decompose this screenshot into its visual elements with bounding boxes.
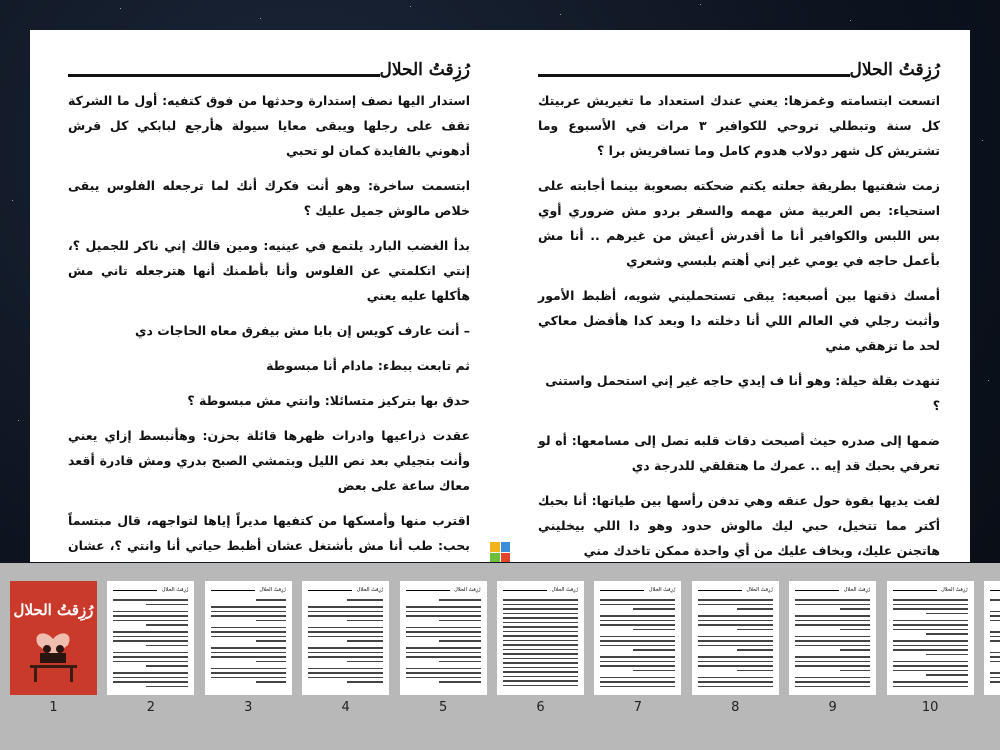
thumbnail-header-rule: [795, 590, 839, 591]
thumbnail-text-line: [308, 668, 383, 670]
thumbnail-page-number: 7: [633, 700, 643, 715]
thumbnail-page-number: 2: [146, 700, 156, 715]
thumbnail-text-line: [893, 599, 968, 601]
thumbnail-text-line: [600, 620, 675, 622]
thumbnail-page-number: 9: [828, 700, 837, 715]
thumbnail-text-line: [113, 611, 188, 613]
thumbnail-text-line: [308, 606, 383, 608]
thumbnail-running-title: رُزِقتُ الحلال: [746, 587, 773, 593]
thumbnail-text-line: [308, 615, 383, 617]
paragraph: عقدت ذراعيها وادرات ظهرها قائلة بحزن: وهأنبسط إزاي يعني وأنت بتجيلي بعد نص الليل وبتمشي الصبح بدري ومش قادرة أقعد معاك ساعة على بعض: [68, 428, 470, 493]
thumbnail-text-line: [146, 686, 188, 688]
thumbnail-text-line: [211, 668, 286, 670]
thumbnail-text-line: [308, 611, 383, 613]
thumbnail-text-line: [893, 681, 968, 683]
thumbnail-text-line: [698, 624, 773, 626]
thumbnail-text-line: [926, 613, 968, 615]
thumbnail-text-line: [211, 677, 286, 679]
thumbnail-text-line: [795, 681, 870, 683]
thumbnail-text-line: [893, 620, 968, 622]
thumbnail-text-line: [795, 661, 870, 663]
thumbnail-text-line: [698, 665, 773, 667]
thumbnail-header-rule: [406, 590, 450, 591]
paragraph: اتسعت ابتسامته وغمزها: يعني عندك استعداد ما تغيريش عربيتك كل سنة وتبطلي تروحي للكوافير ٣ مرات في الأسبوع وما تشتريش كل شهر دولاب هدوم كامل وما تسافريش برا ؟: [538, 93, 940, 158]
thumbnail-text-line: [926, 654, 968, 656]
thumbnail-text-line: [406, 615, 481, 617]
thumbnail-text-line: [308, 677, 383, 679]
thumbnail-text-line: [926, 633, 968, 635]
thumbnail-text-line: [211, 652, 286, 654]
thumbnail-text-line: [633, 649, 675, 651]
thumbnail-text-line: [600, 656, 675, 658]
thumbnail-text-line: [406, 627, 481, 629]
thumbnail-text-line: [211, 627, 286, 629]
thumbnail-text-line: [600, 640, 675, 642]
thumbnail-text-line: [698, 661, 773, 663]
thumbnail-text-line: [990, 615, 1000, 617]
thumbnail-text-line: [633, 670, 675, 672]
thumbnail-text-line: [503, 622, 578, 624]
thumbnail-text-line: [990, 681, 1000, 683]
thumbnail-text-line: [990, 636, 1000, 638]
thumbnail-text-line: [698, 599, 773, 601]
paragraph: – أنت عارف كويس إن بابا مش بيفرق معاه الحاجات دي: [135, 323, 470, 338]
thumbnail-text-line: [308, 627, 383, 629]
thumbnail-text-line: [737, 649, 773, 651]
thumbnail-text-line: [795, 686, 870, 688]
thumbnail-text-line: [113, 636, 188, 638]
thumbnail-text-line: [406, 677, 481, 679]
running-title: رُزِقتُ الحلال: [379, 60, 470, 80]
thumbnail-text-line: [256, 661, 286, 663]
thumbnail-text-line: [406, 652, 481, 654]
thumbnail-text-line: [737, 670, 773, 672]
thumbnail-text-line: [698, 640, 773, 642]
thumbnail-text-line: [990, 599, 1000, 601]
thumbnail-text-line: [698, 615, 773, 617]
icon-tile: [490, 553, 500, 563]
thumbnail-text-line: [698, 604, 773, 606]
thumbnail-text-line: [347, 681, 383, 683]
thumbnail-text-line: [256, 681, 286, 683]
thumbnail-text-line: [893, 604, 968, 606]
thumbnail-text-line: [211, 615, 286, 617]
thumbnail-text-line: [503, 662, 578, 664]
thumbnail-text-line: [893, 670, 968, 672]
thumbnail-text-line: [600, 677, 675, 679]
thumbnail-header-rule: [113, 590, 157, 591]
thumbnail-page-number: 1: [49, 700, 58, 715]
paragraph: أمسك ذقنها بين أصبعيه: يبقى تستحمليني شويه، أظبط الأمور وأثبت رجلي في العالم اللي أنا دخلته دا وبعد كدا هأفضل معاكي لحد ما تزهقي مني: [538, 288, 940, 353]
thumbnail-text-line: [600, 665, 675, 667]
thumbnail-text-line: [795, 677, 870, 679]
thumbnail-text-line: [893, 665, 968, 667]
thumbnail-text-line: [503, 685, 578, 687]
thumbnail-header-rule: [503, 590, 547, 591]
thumbnail-text-line: [503, 680, 578, 682]
thumbnail-text-line: [990, 652, 1000, 654]
thumbnail-text-line: [211, 647, 286, 649]
page-thumbnail[interactable]: [692, 581, 779, 695]
thumbnail-text-line: [211, 611, 286, 613]
thumbnail-text-line: [146, 604, 188, 606]
thumbnail-text-line: [990, 620, 1000, 622]
thumbnail-text-line: [256, 640, 286, 642]
page-thumbnail[interactable]: [400, 581, 487, 695]
thumbnail-text-line: [893, 640, 968, 642]
cover-title: رُزِقتُ الحلال: [13, 601, 94, 619]
thumbnail-text-line: [308, 656, 383, 658]
page-thumbnail[interactable]: [497, 581, 584, 695]
thumbnail-text-line: [795, 636, 870, 638]
thumbnail-text-line: [503, 640, 578, 642]
thumbnail-text-line: [893, 661, 968, 663]
thumbnail-text-line: [600, 681, 675, 683]
page-thumbnail[interactable]: [107, 581, 194, 695]
thumbnail-text-line: [406, 672, 481, 674]
thumbnail-text-line: [113, 681, 188, 683]
thumbnail-page-number: 3: [244, 700, 253, 715]
thumbnail-text-line: [503, 653, 578, 655]
thumbnail-header-rule: [698, 590, 742, 591]
thumbnail-header-rule: [308, 590, 352, 591]
paragraph: اقترب منها وأمسكها من كتفيها مديراً إياها لتواجهه، قال مبتسماً بحب: طب أنا مش بأشتغل عشان أظبط حياتي أنا وانتي ؟، عشان: [68, 513, 470, 553]
thumbnail-text-line: [503, 617, 578, 619]
thumbnail-text-line: [633, 608, 675, 610]
thumbnail-text-line: [113, 599, 188, 601]
cover-illustration: [10, 581, 97, 695]
thumbnail-text-line: [503, 608, 578, 610]
thumbnail-text-line: [113, 656, 188, 658]
thumbnail-text-line: [737, 629, 773, 631]
thumbnail-text-line: [990, 640, 1000, 642]
thumbnail-text-line: [503, 658, 578, 660]
thumbnail-text-line: [503, 649, 578, 651]
thumbnail-text-line: [211, 672, 286, 674]
thumbnail-text-line: [840, 649, 870, 651]
thumbnail-text-line: [211, 606, 286, 608]
thumbnail-text-line: [795, 620, 870, 622]
running-title: رُزِقتُ الحلال: [849, 60, 940, 80]
thumbnail-text-line: [990, 611, 1000, 613]
icon-tile: [501, 553, 511, 563]
paragraph: استدار اليها نصف إستدارة وحدثها من فوق كتفيه: أول ما الشركة تقف على رجلها ويبقى معايا سيولة هأرجع لبابكي كل قرش أدهوني بالفايدة كمان لو تحبي: [68, 93, 470, 158]
page-thumbnail[interactable]: [789, 581, 876, 695]
thumbnail-text-line: [893, 608, 968, 610]
thumbnail-page-number: 10: [921, 700, 939, 715]
thumbnail-text-line: [406, 606, 481, 608]
thumbnail-running-title: رُزِقتُ الحلال: [454, 587, 481, 593]
thumbnail-text-line: [146, 645, 188, 647]
thumbnail-text-line: [347, 661, 383, 663]
page-thumbnail[interactable]: [887, 581, 974, 695]
thumbnail-text-line: [308, 672, 383, 674]
thumbnail-text-line: [893, 645, 968, 647]
paragraph: ابتسمت ساخرة: وهو أنت فكرك أنك لما ترجعله الفلوس يبقى خلاص مالوش جميل عليك ؟: [68, 178, 470, 218]
thumbnail-text-line: [600, 686, 675, 688]
thumbnail-text-line: [113, 677, 188, 679]
thumbnail-text-line: [795, 645, 870, 647]
page-thumbnail[interactable]: [984, 581, 1000, 695]
thumbnail-text-line: [406, 636, 481, 638]
thumbnail-text-line: [795, 624, 870, 626]
thumbnail-text-line: [503, 671, 578, 673]
thumbnail-text-line: [698, 636, 773, 638]
thumbnail-text-line: [840, 608, 870, 610]
thumbnail-text-line: [600, 661, 675, 663]
paragraph: حدق بها بتركيز متسائلا: وانتي مش مبسوطة ؟: [187, 393, 470, 408]
thumbnail-text-line: [893, 686, 968, 688]
thumbnail-text-line: [795, 640, 870, 642]
page-thumbnail[interactable]: [205, 581, 292, 695]
right-page[interactable]: [500, 30, 970, 562]
paragraph: ثم تابعت ببطء: مادام أنا مبسوطة: [266, 358, 470, 373]
thumbnail-text-line: [406, 611, 481, 613]
thumbnail-text-line: [600, 615, 675, 617]
header-rule: [538, 74, 850, 77]
page-header: [538, 62, 940, 86]
thumbnail-text-line: [439, 640, 481, 642]
thumbnail-text-line: [600, 636, 675, 638]
thumbnail-text-line: [795, 615, 870, 617]
thumbnail-running-title: رُزِقتُ الحلال: [259, 587, 286, 593]
thumbnail-text-line: [439, 599, 481, 601]
thumbnail-text-line: [795, 665, 870, 667]
thumbnail-text-line: [406, 656, 481, 658]
thumbnail-text-line: [439, 681, 481, 683]
thumbnail-running-title: رُزِقتُ الحلال: [161, 587, 189, 593]
thumbnail-running-title: رُزِقتُ الحلال: [356, 587, 384, 593]
thumbnail-text-line: [211, 631, 286, 633]
thumbnail-text-line: [698, 620, 773, 622]
thumbnail-text-line: [146, 665, 188, 667]
thumbnail-text-line: [990, 631, 1000, 633]
thumbnail-text-line: [737, 608, 773, 610]
thumbnail-page-number: 6: [536, 700, 545, 715]
thumbnail-text-line: [698, 677, 773, 679]
thumbnail-text-line: [406, 647, 481, 649]
book-spread[interactable]: [30, 30, 970, 562]
thumbnail-text-line: [795, 604, 870, 606]
thumbnail-text-line: [840, 629, 870, 631]
thumbnail-text-line: [893, 629, 968, 631]
page-thumbnail-strip[interactable]: [0, 563, 1000, 750]
paragraph: تنهدت بقلة حيلة: وهو أنا ف إيدي حاجه غير إني استحمل واستنى ؟: [545, 373, 940, 413]
thumbnail-header-rule: [893, 590, 937, 591]
thumbnail-text-line: [840, 670, 870, 672]
thumbnail-text-line: [113, 672, 188, 674]
thumbnail-text-line: [926, 674, 968, 676]
thumbnail-text-line: [308, 631, 383, 633]
thumbnail-text-line: [406, 631, 481, 633]
thumbnail-text-line: [795, 656, 870, 658]
thumbnail-page-number: 5: [438, 700, 448, 715]
thumbnail-header-rule: [990, 590, 1000, 591]
thumbnail-text-line: [113, 620, 188, 622]
thumbnail-text-line: [633, 629, 675, 631]
thumbnail-text-line: [503, 613, 578, 615]
paragraph: بدأ الغضب البارد يلتمع في عينيه: ومين قالك إني ناكر للجميل ؟، إنتي اتكلمتي عن الفلوس وأنا بأطمنك أنها هترجعله تاني مش هأكلها عليه يعني: [68, 238, 470, 303]
page-thumbnail[interactable]: [594, 581, 681, 695]
page-text: [68, 88, 470, 562]
thumbnail-text-line: [439, 620, 481, 622]
thumbnail-text-line: [600, 624, 675, 626]
thumbnail-text-line: [347, 640, 383, 642]
thumbnail-text-line: [795, 599, 870, 601]
thumbnail-text-line: [503, 631, 578, 633]
icon-tile: [490, 542, 500, 552]
thumbnail-text-line: [503, 599, 578, 601]
thumbnail-text-line: [347, 620, 383, 622]
thumbnail-text-line: [503, 676, 578, 678]
thumbnail-text-line: [308, 636, 383, 638]
thumbnail-text-line: [990, 672, 1000, 674]
thumbnail-text-line: [600, 645, 675, 647]
thumbnail-text-line: [503, 667, 578, 669]
header-rule: [68, 74, 380, 77]
thumbnail-running-title: رُزِقتُ الحلال: [648, 587, 676, 593]
paragraph: زمت شفتيها بطريقة جعلته يكتم ضحكته بصعوبة بينما أجابته على استحياء: بص العربية مش مهمه والسفر بردو مش ضروري أوي بس اللبس والكوافير أنا ما أقدرش أعيش من غيرهم .. أنا مش بأعمل حاجه في يومي غير إني أهتم بلبسي وشعري: [538, 178, 940, 268]
thumbnail-text-line: [146, 624, 188, 626]
thumbnail-text-line: [503, 626, 578, 628]
page-text: [538, 88, 940, 562]
thumbnail-text-line: [113, 661, 188, 663]
thumbnail-text-line: [990, 677, 1000, 679]
thumbnail-running-title: رُزِقتُ الحلال: [551, 587, 578, 593]
thumbnail-running-title: رُزِقتُ الحلال: [941, 587, 968, 593]
thumbnail-text-line: [113, 615, 188, 617]
thumbnail-text-line: [503, 604, 578, 606]
icon-tile: [501, 542, 511, 552]
thumbnail-text-line: [600, 599, 675, 601]
page-thumbnail[interactable]: [302, 581, 389, 695]
thumbnail-text-line: [347, 599, 383, 601]
left-page[interactable]: [30, 30, 500, 562]
thumbnail-running-title: رُزِقتُ الحلال: [843, 587, 871, 593]
thumbnail-text-line: [698, 645, 773, 647]
thumbnail-text-line: [698, 656, 773, 658]
thumbnail-text-line: [439, 661, 481, 663]
thumbnail-text-line: [308, 647, 383, 649]
thumbnail-text-line: [113, 640, 188, 642]
thumbnail-text-line: [698, 681, 773, 683]
thumbnail-text-line: [113, 652, 188, 654]
thumbnail-text-line: [406, 668, 481, 670]
thumbnail-text-line: [211, 656, 286, 658]
page-header: [68, 62, 470, 86]
thumbnail-text-line: [256, 620, 286, 622]
thumbnail-text-line: [990, 661, 1000, 663]
thumbnail-cover[interactable]: [10, 581, 97, 695]
thumbnail-text-line: [308, 652, 383, 654]
thumbnail-page-number: 8: [731, 700, 740, 715]
thumbnail-text-line: [893, 624, 968, 626]
thumbnail-text-line: [600, 604, 675, 606]
thumbnail-page-number: 4: [341, 700, 350, 715]
thumbnail-text-line: [503, 644, 578, 646]
thumbnail-text-line: [893, 649, 968, 651]
thumbnail-text-line: [113, 631, 188, 633]
thumbnail-header-rule: [211, 590, 255, 591]
paragraph: ضمها إلى صدره حيث أصبحت دقات قلبه تصل إلى مسامعها: أه لو تعرفي بحبك قد إيه .. عمرك ما هتقلقي للدرجة دي: [538, 433, 940, 473]
paragraph: لفت يديها بقوة حول عنقه وهي تدفن رأسها بين طياتها: أنا بحبك أكتر مما تتخيل، حبي ليك مالوش حدود وهو دا اللي بيخليني هاتجنن عليك، وبخاف عليك من أي واحدة ممكن تاخدك مني: [538, 493, 940, 558]
reader-app-icon[interactable]: [490, 542, 510, 562]
thumbnail-text-line: [211, 636, 286, 638]
thumbnail-text-line: [256, 599, 286, 601]
thumbnail-text-line: [698, 686, 773, 688]
thumbnail-text-line: [503, 635, 578, 637]
thumbnail-header-rule: [600, 590, 644, 591]
thumbnail-text-line: [990, 656, 1000, 658]
